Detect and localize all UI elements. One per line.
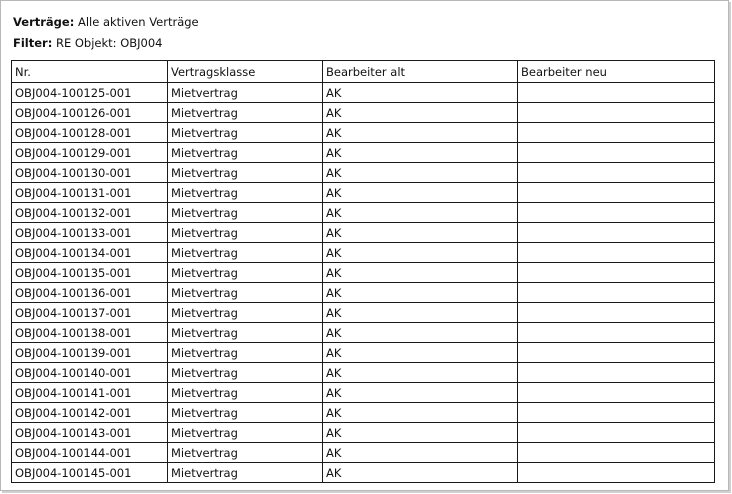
cell-bearbeiter-alt: AK	[323, 323, 518, 343]
table-row	[12, 83, 715, 103]
cell-vertragsklasse: Mietvertrag	[168, 243, 323, 263]
cell-bearbeiter-alt: AK	[323, 443, 518, 463]
cell-bearbeiter-alt: AK	[323, 463, 518, 483]
cell-bearbeiter-alt: AK	[323, 343, 518, 363]
table-row	[12, 163, 715, 183]
cell-bearbeiter-alt: AK	[323, 223, 518, 243]
cell-nr: OBJ004-100136-001	[12, 283, 168, 303]
cell-vertragsklasse: Mietvertrag	[168, 423, 323, 443]
cell-vertragsklasse: Mietvertrag	[168, 203, 323, 223]
cell-nr: OBJ004-100143-001	[12, 423, 168, 443]
filter-line	[13, 36, 162, 50]
table-row	[12, 343, 715, 363]
cell-vertragsklasse: Mietvertrag	[168, 463, 323, 483]
cell-nr: OBJ004-100131-001	[12, 183, 168, 203]
table-row	[12, 323, 715, 343]
table-row	[12, 103, 715, 123]
cell-bearbeiter-neu[interactable]	[518, 283, 715, 303]
cell-bearbeiter-alt: AK	[323, 83, 518, 103]
cell-vertragsklasse: Mietvertrag	[168, 103, 323, 123]
cell-bearbeiter-neu[interactable]	[518, 443, 715, 463]
table-body	[12, 83, 715, 483]
contracts-value: Alle aktiven Verträge	[77, 15, 199, 29]
cell-vertragsklasse: Mietvertrag	[168, 283, 323, 303]
cell-vertragsklasse: Mietvertrag	[168, 403, 323, 423]
cell-bearbeiter-alt: AK	[323, 383, 518, 403]
column-header-bearbeiter-neu: Bearbeiter neu	[518, 61, 715, 83]
cell-bearbeiter-neu[interactable]	[518, 383, 715, 403]
cell-nr: OBJ004-100144-001	[12, 443, 168, 463]
cell-vertragsklasse: Mietvertrag	[168, 143, 323, 163]
cell-bearbeiter-alt: AK	[323, 283, 518, 303]
cell-bearbeiter-alt: AK	[323, 103, 518, 123]
cell-bearbeiter-neu[interactable]	[518, 123, 715, 143]
column-header-nr: Nr.	[12, 61, 168, 83]
cell-vertragsklasse: Mietvertrag	[168, 323, 323, 343]
cell-bearbeiter-neu[interactable]	[518, 323, 715, 343]
cell-bearbeiter-neu[interactable]	[518, 103, 715, 123]
filter-label: Filter:	[13, 36, 53, 50]
table-header-row	[12, 61, 715, 83]
table-row	[12, 283, 715, 303]
contracts-table	[11, 60, 715, 483]
cell-bearbeiter-alt: AK	[323, 363, 518, 383]
cell-bearbeiter-alt: AK	[323, 143, 518, 163]
cell-bearbeiter-alt: AK	[323, 423, 518, 443]
cell-nr: OBJ004-100125-001	[12, 83, 168, 103]
cell-nr: OBJ004-100135-001	[12, 263, 168, 283]
cell-vertragsklasse: Mietvertrag	[168, 163, 323, 183]
table-row	[12, 243, 715, 263]
cell-vertragsklasse: Mietvertrag	[168, 223, 323, 243]
cell-nr: OBJ004-100132-001	[12, 203, 168, 223]
cell-nr: OBJ004-100130-001	[12, 163, 168, 183]
cell-bearbeiter-neu[interactable]	[518, 343, 715, 363]
table-row	[12, 443, 715, 463]
cell-nr: OBJ004-100139-001	[12, 343, 168, 363]
table-row	[12, 383, 715, 403]
cell-bearbeiter-neu[interactable]	[518, 163, 715, 183]
cell-bearbeiter-neu[interactable]	[518, 303, 715, 323]
table-row	[12, 303, 715, 323]
cell-bearbeiter-neu[interactable]	[518, 203, 715, 223]
cell-nr: OBJ004-100142-001	[12, 403, 168, 423]
column-header-bearbeiter-alt: Bearbeiter alt	[323, 61, 518, 83]
cell-nr: OBJ004-100134-001	[12, 243, 168, 263]
cell-nr: OBJ004-100138-001	[12, 323, 168, 343]
cell-bearbeiter-neu[interactable]	[518, 463, 715, 483]
cell-bearbeiter-alt: AK	[323, 403, 518, 423]
cell-vertragsklasse: Mietvertrag	[168, 183, 323, 203]
cell-bearbeiter-alt: AK	[323, 163, 518, 183]
cell-bearbeiter-alt: AK	[323, 183, 518, 203]
cell-vertragsklasse: Mietvertrag	[168, 343, 323, 363]
table-row	[12, 143, 715, 163]
cell-vertragsklasse: Mietvertrag	[168, 443, 323, 463]
cell-nr: OBJ004-100129-001	[12, 143, 168, 163]
cell-nr: OBJ004-100145-001	[12, 463, 168, 483]
cell-nr: OBJ004-100140-001	[12, 363, 168, 383]
cell-nr: OBJ004-100141-001	[12, 383, 168, 403]
cell-nr: OBJ004-100137-001	[12, 303, 168, 323]
table-row	[12, 423, 715, 443]
cell-vertragsklasse: Mietvertrag	[168, 123, 323, 143]
table-row	[12, 463, 715, 483]
table-row	[12, 223, 715, 243]
cell-nr: OBJ004-100126-001	[12, 103, 168, 123]
table-row	[12, 263, 715, 283]
cell-nr: OBJ004-100133-001	[12, 223, 168, 243]
cell-bearbeiter-neu[interactable]	[518, 423, 715, 443]
table-row	[12, 203, 715, 223]
cell-bearbeiter-neu[interactable]	[518, 263, 715, 283]
table-row	[12, 403, 715, 423]
cell-bearbeiter-neu[interactable]	[518, 143, 715, 163]
cell-vertragsklasse: Mietvertrag	[168, 363, 323, 383]
contracts-table-wrapper	[11, 60, 715, 483]
cell-bearbeiter-alt: AK	[323, 243, 518, 263]
contracts-label: Verträge:	[13, 15, 75, 29]
cell-bearbeiter-neu[interactable]	[518, 83, 715, 103]
column-header-vertragsklasse: Vertragsklasse	[168, 61, 323, 83]
cell-bearbeiter-alt: AK	[323, 203, 518, 223]
cell-bearbeiter-neu[interactable]	[518, 403, 715, 423]
cell-nr: OBJ004-100128-001	[12, 123, 168, 143]
table-row	[12, 183, 715, 203]
filter-value: RE Objekt: OBJ004	[55, 36, 163, 50]
table-row	[12, 363, 715, 383]
cell-bearbeiter-alt: AK	[323, 303, 518, 323]
cell-vertragsklasse: Mietvertrag	[168, 303, 323, 323]
cell-bearbeiter-neu[interactable]	[518, 243, 715, 263]
cell-bearbeiter-neu[interactable]	[518, 183, 715, 203]
cell-bearbeiter-neu[interactable]	[518, 363, 715, 383]
contracts-line	[13, 15, 199, 29]
cell-bearbeiter-alt: AK	[323, 263, 518, 283]
cell-bearbeiter-alt: AK	[323, 123, 518, 143]
cell-vertragsklasse: Mietvertrag	[168, 383, 323, 403]
cell-vertragsklasse: Mietvertrag	[168, 83, 323, 103]
cell-bearbeiter-neu[interactable]	[518, 223, 715, 243]
table-row	[12, 123, 715, 143]
cell-vertragsklasse: Mietvertrag	[168, 263, 323, 283]
